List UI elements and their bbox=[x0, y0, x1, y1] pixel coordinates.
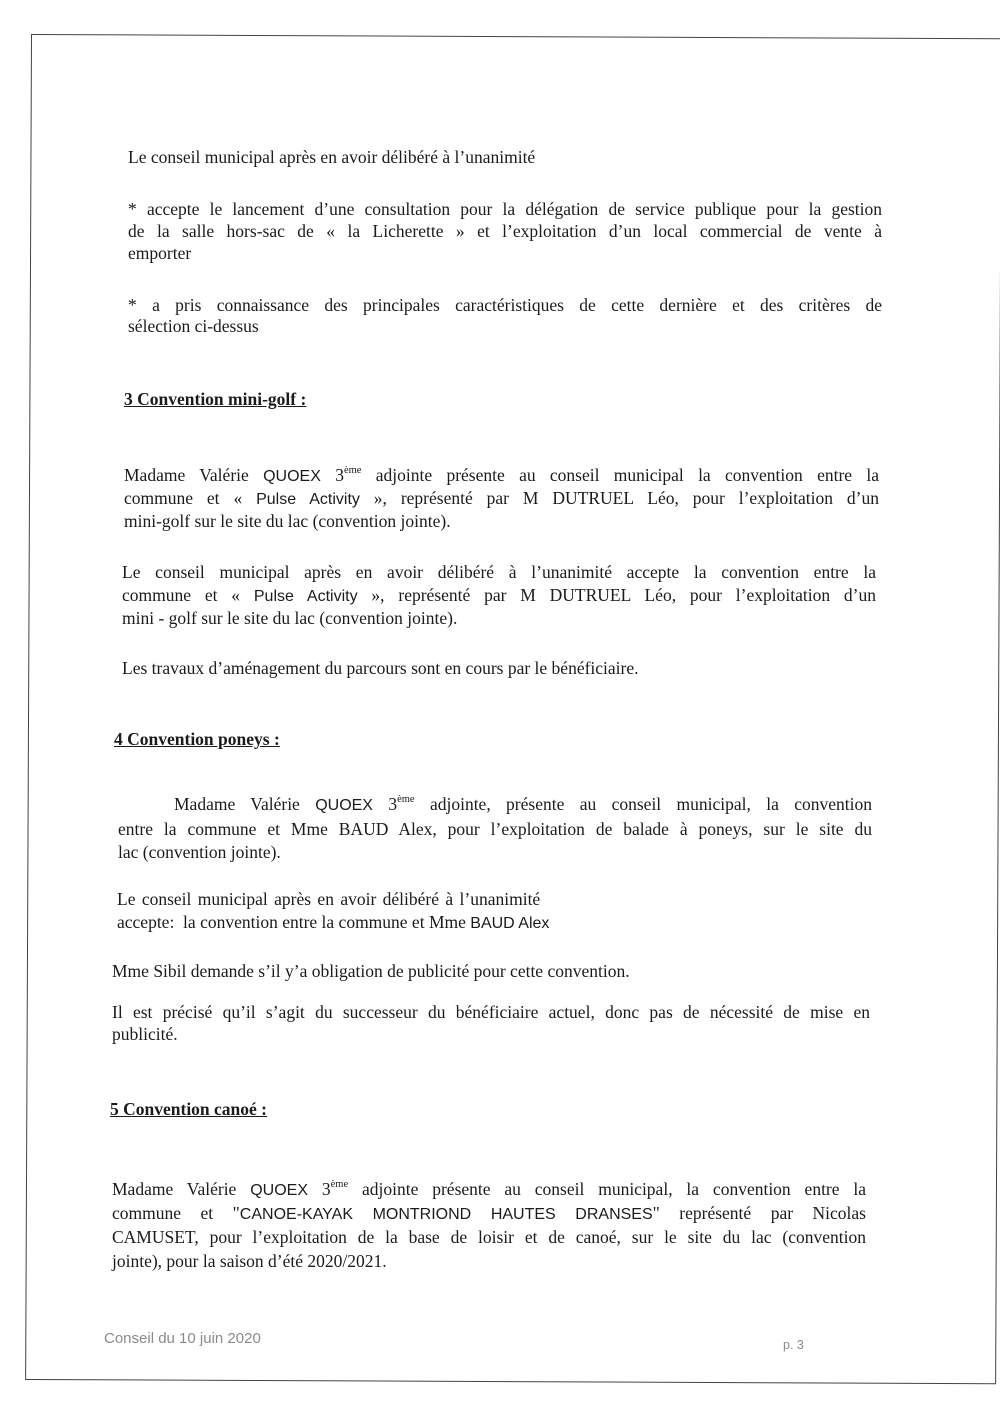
paragraph-criteria-line-2: sélection ci-dessus bbox=[128, 316, 259, 336]
poneys-decision-line-2: accepte: la convention entre la commune et Mme BAUD Alex bbox=[117, 912, 550, 932]
section-heading-poneys: 4 Convention poneys : bbox=[114, 729, 280, 749]
paragraph-criteria-line-1: * a pris connaissance des principales caractéristiques de cette dernière et des critères de bbox=[128, 295, 882, 315]
deliberation-line: Le conseil municipal après en avoir délibéré à l’unanimité bbox=[128, 147, 536, 167]
paragraph-consultation-line-2: de la salle hors-sac de « la Licherette » et l’exploitation d’un local commercial de vente à bbox=[128, 221, 882, 241]
mini-golf-decision-line-1: Le conseil municipal après en avoir délibéré à l’unanimité accepte la convention entre la bbox=[122, 562, 876, 582]
section-heading-mini-golf: 3 Convention mini-golf : bbox=[124, 389, 307, 409]
paragraph-consultation-line-1: * accepte le lancement d’une consultation pour la délégation de service publique pour la gestion bbox=[128, 199, 882, 219]
mini-golf-presentation-line-3: mini-golf sur le site du lac (convention jointe). bbox=[124, 511, 451, 531]
canoe-presentation-line-3: CAMUSET, pour l’exploitation de la base de loisir et de canoé, sur le site du lac (convention bbox=[112, 1227, 866, 1247]
mini-golf-decision-line-2: commune et « Pulse Activity », représenté par M DUTRUEL Léo, pour l’exploitation d’un bbox=[122, 585, 876, 605]
footer-page-number: p. 3 bbox=[783, 1338, 804, 1352]
mini-golf-works-note: Les travaux d’aménagement du parcours sont en cours par le bénéficiaire. bbox=[122, 658, 639, 678]
poneys-presentation-line-2: entre la commune et Mme BAUD Alex, pour l’exploitation de balade à poneys, sur le site du bbox=[118, 819, 872, 839]
poneys-presentation-line-3: lac (convention jointe). bbox=[118, 842, 281, 862]
poneys-presentation-line-1: Madame Valérie QUOEX 3ème adjointe, présente au conseil municipal, la convention bbox=[174, 794, 872, 814]
paragraph-consultation-line-3: emporter bbox=[128, 243, 192, 263]
canoe-presentation-line-4: jointe), pour la saison d’été 2020/2021. bbox=[112, 1251, 387, 1271]
poneys-decision-line-1: Le conseil municipal après en avoir délibéré à l’unanimité bbox=[117, 889, 541, 909]
footer-meeting-date: Conseil du 10 juin 2020 bbox=[104, 1330, 261, 1347]
mini-golf-decision-line-3: mini - golf sur le site du lac (convention jointe). bbox=[122, 608, 458, 628]
canoe-presentation-line-2: commune et "CANOE-KAYAK MONTRIOND HAUTES DRANSES" représenté par Nicolas bbox=[112, 1203, 866, 1223]
mini-golf-presentation-line-1: Madame Valérie QUOEX 3ème adjointe présente au conseil municipal la convention entre la bbox=[124, 465, 879, 485]
sibil-question: Mme Sibil demande s’il y’a obligation de publicité pour cette convention. bbox=[112, 961, 630, 981]
canoe-presentation-line-1: Madame Valérie QUOEX 3ème adjointe présente au conseil municipal, la convention entre la bbox=[112, 1179, 867, 1199]
mini-golf-presentation-line-2: commune et « Pulse Activity », représenté par M DUTRUEL Léo, pour l’exploitation d’un bbox=[124, 488, 879, 508]
successor-answer-line-1: Il est précisé qu’il s’agit du successeur du bénéficiaire actuel, donc pas de nécessité de mise en bbox=[112, 1002, 870, 1022]
section-heading-canoe: 5 Convention canoé : bbox=[110, 1099, 268, 1119]
successor-answer-line-2: publicité. bbox=[112, 1024, 178, 1044]
